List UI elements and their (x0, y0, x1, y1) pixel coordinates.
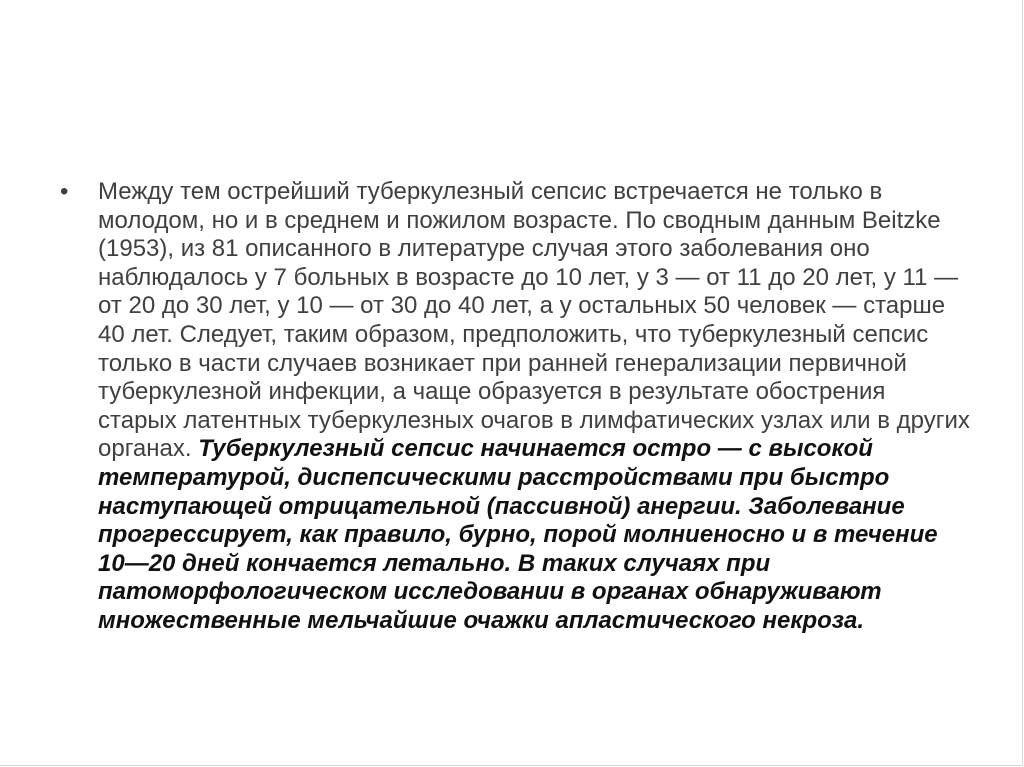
body-text: Между тем острейший туберкулезный сепсис встречается не только в молодом, но и в среднем и пожилом возрасте. По сводным данным Beitzke (1953), из 81 описанного в литературе случая этого заболевания оно наблюдалось у 7 больных в возрасте до 10 лет, у 3 — от 11 до 20 лет, у 11 — от 20 до 30 лет, у 10 — от 30 до 40 лет, а у остальных 50 человек — старше 40 лет. Следует, таким образом, предположить, что туберкулезный сепсис только в части случаев возникает при ранней генерализации первичной туберкулезной инфекции, а чаще образуется в результате обострения старых латентных туберкулезных очагов в лимфатических узлах или в других органах. (98, 178, 970, 463)
bullet-list-item (60, 178, 970, 636)
bullet-marker: • (60, 178, 69, 205)
body-paragraph (98, 178, 970, 636)
emphasized-text: Туберкулезный сепсис начинается остро — с высокой температурой, диспепсическими расстройствами при быстро наступающей отрицательной (пассивной) анергии. Заболевание прогрессирует, как правило, бурно, порой молниеносно и в течение 10—20 дней кончается летально. В таких случаях при патоморфологическом исследовании в органах обнаруживают множественные мельчайшие очажки апластического некроза. (98, 435, 938, 634)
